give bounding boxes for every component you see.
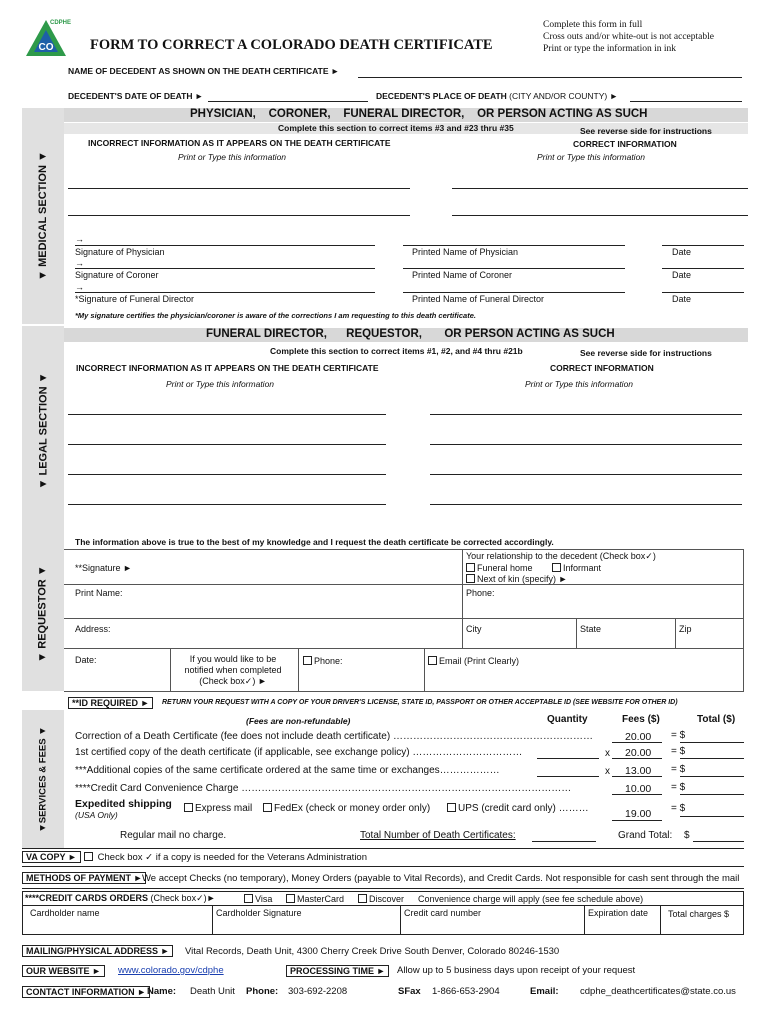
print-funeral-line[interactable] <box>403 292 625 293</box>
notify-line-3: (Check box✓) ► <box>199 676 267 686</box>
address-label: Address: <box>75 624 111 634</box>
medical-correct-line-1[interactable] <box>452 188 748 189</box>
print-physician-label: Printed Name of Physician <box>412 247 519 257</box>
express-label: Express mail <box>195 803 253 814</box>
ups-checkbox[interactable] <box>447 803 456 812</box>
payment-label: METHODS OF PAYMENT ► <box>22 872 146 884</box>
medical-section-label: ▼ MEDICAL SECTION ▼ <box>37 151 49 281</box>
medical-sidebar <box>22 108 64 324</box>
print-coroner-label: Printed Name of Coroner <box>412 270 513 280</box>
credit-label <box>25 893 216 904</box>
ups-label: UPS (credit card only) ……… <box>458 803 589 814</box>
medical-reverse: See reverse side for instructions <box>580 126 712 136</box>
expiration-label: Expiration date <box>588 908 649 918</box>
processing-text: Allow up to 5 business days upon receipt of your request <box>397 965 636 976</box>
services-section-label: ▼SERVICES & FEES ▼ <box>37 725 49 833</box>
fee-row-2-fee: 13.00 <box>625 765 652 777</box>
legal-heading: FUNERAL DIRECTOR, REQUESTOR, OR PERSON ACTING AS SUCH <box>206 328 615 340</box>
state-label: State <box>580 624 602 634</box>
convenience-text: Convenience charge will apply (see fee schedule above) <box>418 894 644 904</box>
next-of-kin-label: Next of kin (specify) ► <box>477 574 568 584</box>
print-funeral-label: Printed Name of Funeral Director <box>412 294 545 304</box>
arrow-2: → <box>75 258 84 268</box>
print-name-label: Print Name: <box>75 588 123 598</box>
date-coroner-label: Date <box>672 270 692 280</box>
medical-correct-heading: CORRECT INFORMATION <box>573 139 677 149</box>
fee-row-0-fee: 20.00 <box>625 731 652 743</box>
form-title: FORM TO CORRECT A COLORADO DEATH CERTIFICATE <box>90 37 493 53</box>
va-copy[interactable] <box>84 852 367 863</box>
date-physician-label: Date <box>672 247 692 257</box>
decedent-name-label: NAME OF DECEDENT AS SHOWN ON THE DEATH CERTIFICATE ► <box>68 66 340 76</box>
fedex-checkbox[interactable] <box>263 803 272 812</box>
medical-footnote: *My signature certifies the physician/coroner is aware of the corrections I am requesting to this death certificate. <box>75 311 476 320</box>
contact-phone: 303-692-2208 <box>288 986 348 997</box>
relationship-funeral-home[interactable] <box>466 563 533 573</box>
contact-fax-label: SFax <box>398 986 421 997</box>
place-label: DECEDENT'S PLACE OF DEATH <box>376 91 507 101</box>
relationship-label: Your relationship to the decedent (Check box✓) <box>466 551 656 561</box>
sig-funeral-label: *Signature of Funeral Director <box>75 294 195 304</box>
phone-label: Phone: <box>466 588 495 598</box>
fee-total-line-0[interactable] <box>680 742 744 743</box>
fee-total-line-3[interactable] <box>680 794 744 795</box>
sig-funeral-line[interactable] <box>75 292 375 293</box>
decedent-place-label <box>376 91 618 101</box>
svg-text:CO: CO <box>38 42 54 53</box>
notify-email[interactable] <box>428 656 519 666</box>
ship-total-line[interactable] <box>680 816 744 817</box>
card-number-label: Credit card number <box>404 908 482 918</box>
ship-fedex[interactable] <box>263 803 430 814</box>
total-certs-field[interactable] <box>532 841 596 842</box>
medical-incorrect-heading: INCORRECT INFORMATION AS IT APPEARS ON THE DEATH CERTIFICATE <box>88 138 391 148</box>
medical-incorrect-line-2[interactable] <box>68 215 410 216</box>
fee-total-line-2[interactable] <box>680 776 744 777</box>
fee-fee-line-2 <box>612 776 662 777</box>
visa-label: Visa <box>255 894 273 904</box>
note-2: Cross outs and/or white-out is not acceptable <box>543 32 714 42</box>
fee-row-2-eq: = $ <box>671 764 686 775</box>
next-of-kin-checkbox[interactable] <box>466 574 475 583</box>
fee-fee-line-3 <box>612 794 662 795</box>
visa-checkbox[interactable] <box>244 894 253 903</box>
arrow-1: → <box>75 234 84 244</box>
fee-row-2-label: ***Additional copies of the same certificate ordered at the same time or exchanges……………… <box>75 765 500 776</box>
date-funeral-line[interactable] <box>662 292 744 293</box>
cardholder-sig-label: Cardholder Signature <box>216 908 302 918</box>
ship-ups[interactable] <box>447 803 589 814</box>
fee-row-1-fee: 20.00 <box>625 747 652 759</box>
sig-coroner-label: Signature of Coroner <box>75 270 159 280</box>
mastercard-checkbox[interactable] <box>286 894 295 903</box>
payment-text: We accept Checks (no temporary), Money Orders (payable to Vital Records), and Credit Cards. Not responsible for cash sent through the mail <box>142 873 740 884</box>
date-physician-line[interactable] <box>662 245 744 246</box>
city-label: City <box>466 624 482 634</box>
contact-name-label: Name: <box>147 986 177 997</box>
attest-text: The information above is true to the best of my knowledge and I request the death certificate be corrected accordingly. <box>75 537 554 547</box>
contact-email[interactable]: cdphe_deathcertificates@state.co.us <box>580 986 736 997</box>
va-text: Check box ✓ if a copy is needed for the Veterans Administration <box>97 852 367 863</box>
grand-total-field[interactable] <box>693 841 744 842</box>
contact-name: Death Unit <box>190 986 235 997</box>
id-required-text: RETURN YOUR REQUEST WITH A COPY OF YOUR DRIVER'S LICENSE, STATE ID, PASSPORT OR OTHER ACCEPTABLE ID (SEE WEBSITE FOR OTHER ID) <box>162 699 678 706</box>
fee-row-1-x: x <box>605 748 610 759</box>
requestor-sidebar <box>22 536 64 691</box>
legal-correct-line-3[interactable] <box>430 474 742 475</box>
total-charges-label: Total charges $ <box>668 909 730 919</box>
contact-email-label: Email: <box>530 986 559 997</box>
va-copy-label: VA COPY ► <box>22 851 81 863</box>
qty-line-2[interactable] <box>537 776 599 777</box>
discover-checkbox[interactable] <box>358 894 367 903</box>
notify-text <box>174 654 292 687</box>
express-checkbox[interactable] <box>184 803 193 812</box>
fee-row-3-fee: 10.00 <box>625 783 652 795</box>
legal-instruction: Complete this section to correct items #1, #2, and #4 thru #21b <box>270 346 523 356</box>
legal-incorrect-line-2[interactable] <box>68 444 386 445</box>
legal-correct-line-4[interactable] <box>430 504 742 505</box>
legal-reverse: See reverse side for instructions <box>580 348 712 358</box>
legal-incorrect-line-4[interactable] <box>68 504 386 505</box>
va-checkbox[interactable] <box>84 852 93 861</box>
col-total: Total ($) <box>697 714 736 725</box>
ship-fee: 19.00 <box>625 808 652 820</box>
sig-coroner-line[interactable] <box>75 268 375 269</box>
website-label: OUR WEBSITE ► <box>22 965 105 977</box>
decedent-dod-label: DECEDENT'S DATE OF DEATH ► <box>68 91 204 101</box>
ship-express[interactable] <box>184 803 252 814</box>
legal-sidebar <box>22 326 64 536</box>
legal-section-label: ▼ LEGAL SECTION ▼ <box>37 372 50 490</box>
requestor-section-label: ▼ REQUESTOR ▼ <box>37 564 49 663</box>
mastercard-label: MasterCard <box>297 894 345 904</box>
arrow-3: → <box>75 282 84 292</box>
card-visa[interactable] <box>244 894 272 904</box>
fee-row-0-label: Correction of a Death Certificate (fee does not include death certificate) …………………………………………………… <box>75 731 593 742</box>
medical-incorrect-line-1[interactable] <box>68 188 410 189</box>
notify-line-2: notified when completed <box>184 665 282 675</box>
date-label: Date: <box>75 655 97 665</box>
legal-incorrect-line-3[interactable] <box>68 474 386 475</box>
legal-correct-line-2[interactable] <box>430 444 742 445</box>
date-funeral-label: Date <box>672 294 692 304</box>
expedited-label: Expedited shipping <box>75 798 172 810</box>
fee-row-2-x: x <box>605 766 610 777</box>
medical-print-type-right: Print or Type this information <box>537 152 646 162</box>
legal-correct-heading: CORRECT INFORMATION <box>550 363 654 373</box>
notify-phone-checkbox[interactable] <box>303 656 312 665</box>
notify-phone-label: Phone: <box>314 656 343 666</box>
notify-phone[interactable] <box>303 656 343 666</box>
sig-physician-line[interactable] <box>75 245 375 246</box>
funeral-home-checkbox[interactable] <box>466 563 475 572</box>
fees-note: (Fees are non-refundable) <box>246 716 351 726</box>
ship-fee-line <box>612 820 662 821</box>
fedex-label: FedEx (check or money order only) <box>274 803 431 814</box>
mailing-text: Vital Records, Death Unit, 4300 Cherry Creek Drive South Denver, Colorado 80246-1530 <box>185 946 560 957</box>
note-3: Print or type the information in ink <box>543 44 676 54</box>
grand-total-label: Grand Total: <box>618 830 673 841</box>
col-quantity: Quantity <box>547 714 588 725</box>
fee-total-line-1[interactable] <box>680 758 744 759</box>
notify-email-label: Email (Print Clearly) <box>439 656 520 666</box>
relationship-next-of-kin[interactable] <box>466 574 567 584</box>
qty-line-1[interactable] <box>537 758 599 759</box>
medical-heading: PHYSICIAN, CORONER, FUNERAL DIRECTOR, OR PERSON ACTING AS SUCH <box>190 108 648 120</box>
fee-row-3-eq: = $ <box>671 782 686 793</box>
place-sub: (CITY AND/OR COUNTY) ► <box>509 91 619 101</box>
usa-only: (USA Only) <box>75 810 118 820</box>
website-link[interactable]: www.colorado.gov/cdphe <box>118 965 224 976</box>
funeral-home-label: Funeral home <box>477 563 533 573</box>
notify-line-1: If you would like to be <box>189 654 277 664</box>
zip-label: Zip <box>679 624 692 634</box>
signature-label: **Signature ► <box>75 563 132 573</box>
credit-check: (Check box✓)► <box>150 893 216 903</box>
logo-sub: CDPHE <box>50 20 72 26</box>
mailing-label: MAILING/PHYSICAL ADDRESS ► <box>22 945 173 957</box>
cardholder-name-label: Cardholder name <box>30 908 100 918</box>
id-required-label: **ID REQUIRED ► <box>68 697 153 709</box>
legal-print-type-left: Print or Type this information <box>166 379 275 389</box>
notify-email-checkbox[interactable] <box>428 656 437 665</box>
date-coroner-line[interactable] <box>662 268 744 269</box>
col-fees: Fees ($) <box>622 714 660 725</box>
decedent-name-field[interactable] <box>358 77 742 78</box>
print-physician-line[interactable] <box>403 245 625 246</box>
legal-print-type-right: Print or Type this information <box>525 379 634 389</box>
fee-row-1-label: 1st certified copy of the death certificate (if applicable, see exchange policy) …………………………… <box>75 747 523 758</box>
fee-row-1-eq: = $ <box>671 746 686 757</box>
medical-print-type-left: Print or Type this information <box>178 152 287 162</box>
sig-physician-label: Signature of Physician <box>75 247 165 257</box>
fee-row-3-label: ****Credit Card Convenience Charge ……………………………………………………………………………………… <box>75 783 572 794</box>
header-notes <box>543 19 714 55</box>
relationship-informant[interactable] <box>552 563 601 573</box>
print-coroner-line[interactable] <box>403 268 625 269</box>
medical-instruction: Complete this section to correct items #3 and #23 thru #35 <box>278 123 514 133</box>
fee-fee-line-0 <box>612 742 662 743</box>
regular-mail: Regular mail no charge. <box>120 830 227 841</box>
services-sidebar <box>22 710 64 848</box>
processing-label: PROCESSING TIME ► <box>286 965 389 977</box>
informant-label: Informant <box>563 563 602 573</box>
medical-correct-line-2[interactable] <box>452 215 748 216</box>
decedent-place-field[interactable] <box>630 101 742 102</box>
fee-row-0-eq: = $ <box>671 730 686 741</box>
legal-incorrect-heading: INCORRECT INFORMATION AS IT APPEARS ON THE DEATH CERTIFICATE <box>76 363 379 373</box>
legal-correct-line-1[interactable] <box>430 414 742 415</box>
ship-eq: = $ <box>671 803 686 814</box>
grand-total-eq: $ <box>684 830 690 841</box>
informant-checkbox[interactable] <box>552 563 561 572</box>
credit-cards-label: ****CREDIT CARDS ORDERS <box>25 893 149 903</box>
signature-field[interactable] <box>140 552 458 582</box>
fee-fee-line-1 <box>612 758 662 759</box>
note-1: Complete this form in full <box>543 20 643 30</box>
total-certs-label: Total Number of Death Certificates: <box>360 830 516 841</box>
discover-label: Discover <box>369 894 405 904</box>
card-mastercard[interactable] <box>286 894 344 904</box>
legal-incorrect-line-1[interactable] <box>68 414 386 415</box>
contact-fax: 1-866-653-2904 <box>432 986 500 997</box>
contact-label: CONTACT INFORMATION ► <box>22 986 150 998</box>
card-discover[interactable] <box>358 894 404 904</box>
contact-phone-label: Phone: <box>246 986 279 997</box>
decedent-dod-field[interactable] <box>208 101 368 102</box>
